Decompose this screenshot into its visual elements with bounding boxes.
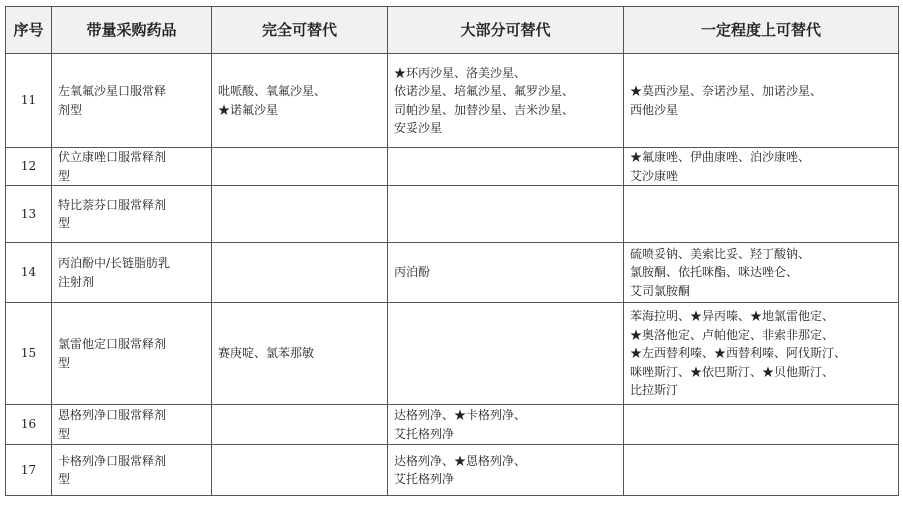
cell-partial: [624, 303, 899, 405]
cell-line: 西他沙星: [630, 102, 679, 117]
cell-full: [212, 405, 388, 445]
cell-line: 比拉斯汀: [630, 383, 679, 398]
cell-drug: [52, 405, 212, 445]
cell-no: 16: [6, 405, 52, 445]
cell-line: 伏立康唑口服常释剂: [58, 150, 167, 164]
cell-partial: [624, 243, 899, 303]
cell-drug: [52, 148, 212, 186]
cell-line: 丙泊酚: [394, 265, 431, 280]
cell-partial: [624, 148, 899, 186]
table-row: [6, 54, 899, 148]
table-row: [6, 148, 899, 186]
table-row: [6, 405, 899, 445]
cell-line: 艾司氯胺酮: [630, 283, 691, 298]
cell-line: ★氟康唑、伊曲康唑、泊沙康唑、: [630, 150, 811, 164]
cell-most: [388, 243, 624, 303]
cell-drug: [52, 445, 212, 496]
cell-line: 卡格列净口服常释剂: [58, 453, 167, 468]
header-most: 大部分可替代: [388, 7, 624, 54]
cell-line: ★左西替利嗪、★西替利嗪、阿伐斯汀、: [630, 346, 847, 361]
cell-line: 氯雷他定口服常释剂: [58, 337, 167, 351]
cell-line: ★诺氟沙星: [218, 102, 279, 117]
cell-no: 11: [6, 54, 52, 148]
cell-full: [212, 54, 388, 148]
cell-full: [212, 243, 388, 303]
cell-full: [212, 186, 388, 243]
header-row: [6, 7, 899, 54]
cell-line: 赛庚啶、氯苯那敏: [218, 346, 315, 361]
header-drug: 带量采购药品: [52, 7, 212, 54]
cell-line: 型: [58, 216, 71, 230]
table-row: [6, 445, 899, 496]
cell-line: 型: [58, 472, 71, 486]
cell-line: 硫喷妥钠、美索比妥、羟丁酸钠、: [630, 246, 811, 261]
header-no: 序号: [6, 7, 52, 54]
cell-line: 达格列净、★恩格列净、: [394, 453, 527, 468]
cell-line: 达格列净、★卡格列净、: [394, 408, 527, 422]
header-partial: 一定程度上可替代: [624, 7, 899, 54]
cell-line: 特比萘芬口服常释剂: [58, 197, 167, 212]
cell-partial: [624, 445, 899, 496]
cell-full: [212, 148, 388, 186]
cell-partial: [624, 405, 899, 445]
cell-line: 安妥沙星: [394, 121, 443, 135]
cell-line: 氯胺酮、依托咪酯、咪达唑仑、: [630, 265, 799, 280]
cell-line: ★奥洛他定、卢帕他定、非索非那定、: [630, 327, 835, 342]
cell-no: 17: [6, 445, 52, 496]
cell-line: 型: [58, 355, 71, 370]
cell-no: 15: [6, 303, 52, 405]
cell-line: 型: [58, 168, 71, 183]
cell-full: [212, 445, 388, 496]
table-row: [6, 303, 899, 405]
cell-most: [388, 186, 624, 243]
cell-line: 左氧氟沙星口服常释: [58, 84, 167, 98]
cell-line: 丙泊酚中/长链脂肪乳: [58, 256, 171, 270]
table-row: [6, 243, 899, 303]
cell-drug: [52, 303, 212, 405]
cell-no: 12: [6, 148, 52, 186]
cell-full: [212, 303, 388, 405]
cell-no: 14: [6, 243, 52, 303]
cell-line: 依诺沙星、培氟沙星、氟罗沙星、: [394, 84, 575, 98]
cell-most: [388, 54, 624, 148]
cell-line: 剂型: [58, 102, 83, 117]
cell-drug: [52, 54, 212, 148]
cell-most: [388, 405, 624, 445]
cell-most: [388, 445, 624, 496]
cell-line: 司帕沙星、加替沙星、吉米沙星、: [394, 102, 575, 117]
cell-drug: [52, 243, 212, 303]
cell-line: 艾沙康唑: [630, 168, 679, 183]
cell-most: [388, 148, 624, 186]
cell-line: 艾托格列净: [394, 426, 455, 441]
cell-line: 苯海拉明、★异丙嗪、★地氯雷他定、: [630, 309, 835, 324]
cell-no: 13: [6, 186, 52, 243]
cell-line: 注射剂: [58, 274, 95, 289]
table-body: [6, 54, 899, 496]
cell-line: 吡哌酸、氧氟沙星、: [218, 84, 327, 98]
cell-partial: [624, 186, 899, 243]
cell-line: 艾托格列净: [394, 472, 455, 486]
cell-drug: [52, 186, 212, 243]
cell-line: 咪唑斯汀、★依巴斯汀、★贝他斯汀、: [630, 364, 835, 379]
cell-most: [388, 303, 624, 405]
cell-partial: [624, 54, 899, 148]
cell-line: 恩格列净口服常释剂: [58, 408, 167, 422]
cell-line: 型: [58, 426, 71, 441]
table-row: [6, 186, 899, 243]
cell-line: ★环丙沙星、洛美沙星、: [394, 65, 527, 80]
substitution-table: [5, 6, 899, 496]
header-full: 完全可替代: [212, 7, 388, 54]
cell-line: ★莫西沙星、奈诺沙星、加诺沙星、: [630, 84, 823, 98]
